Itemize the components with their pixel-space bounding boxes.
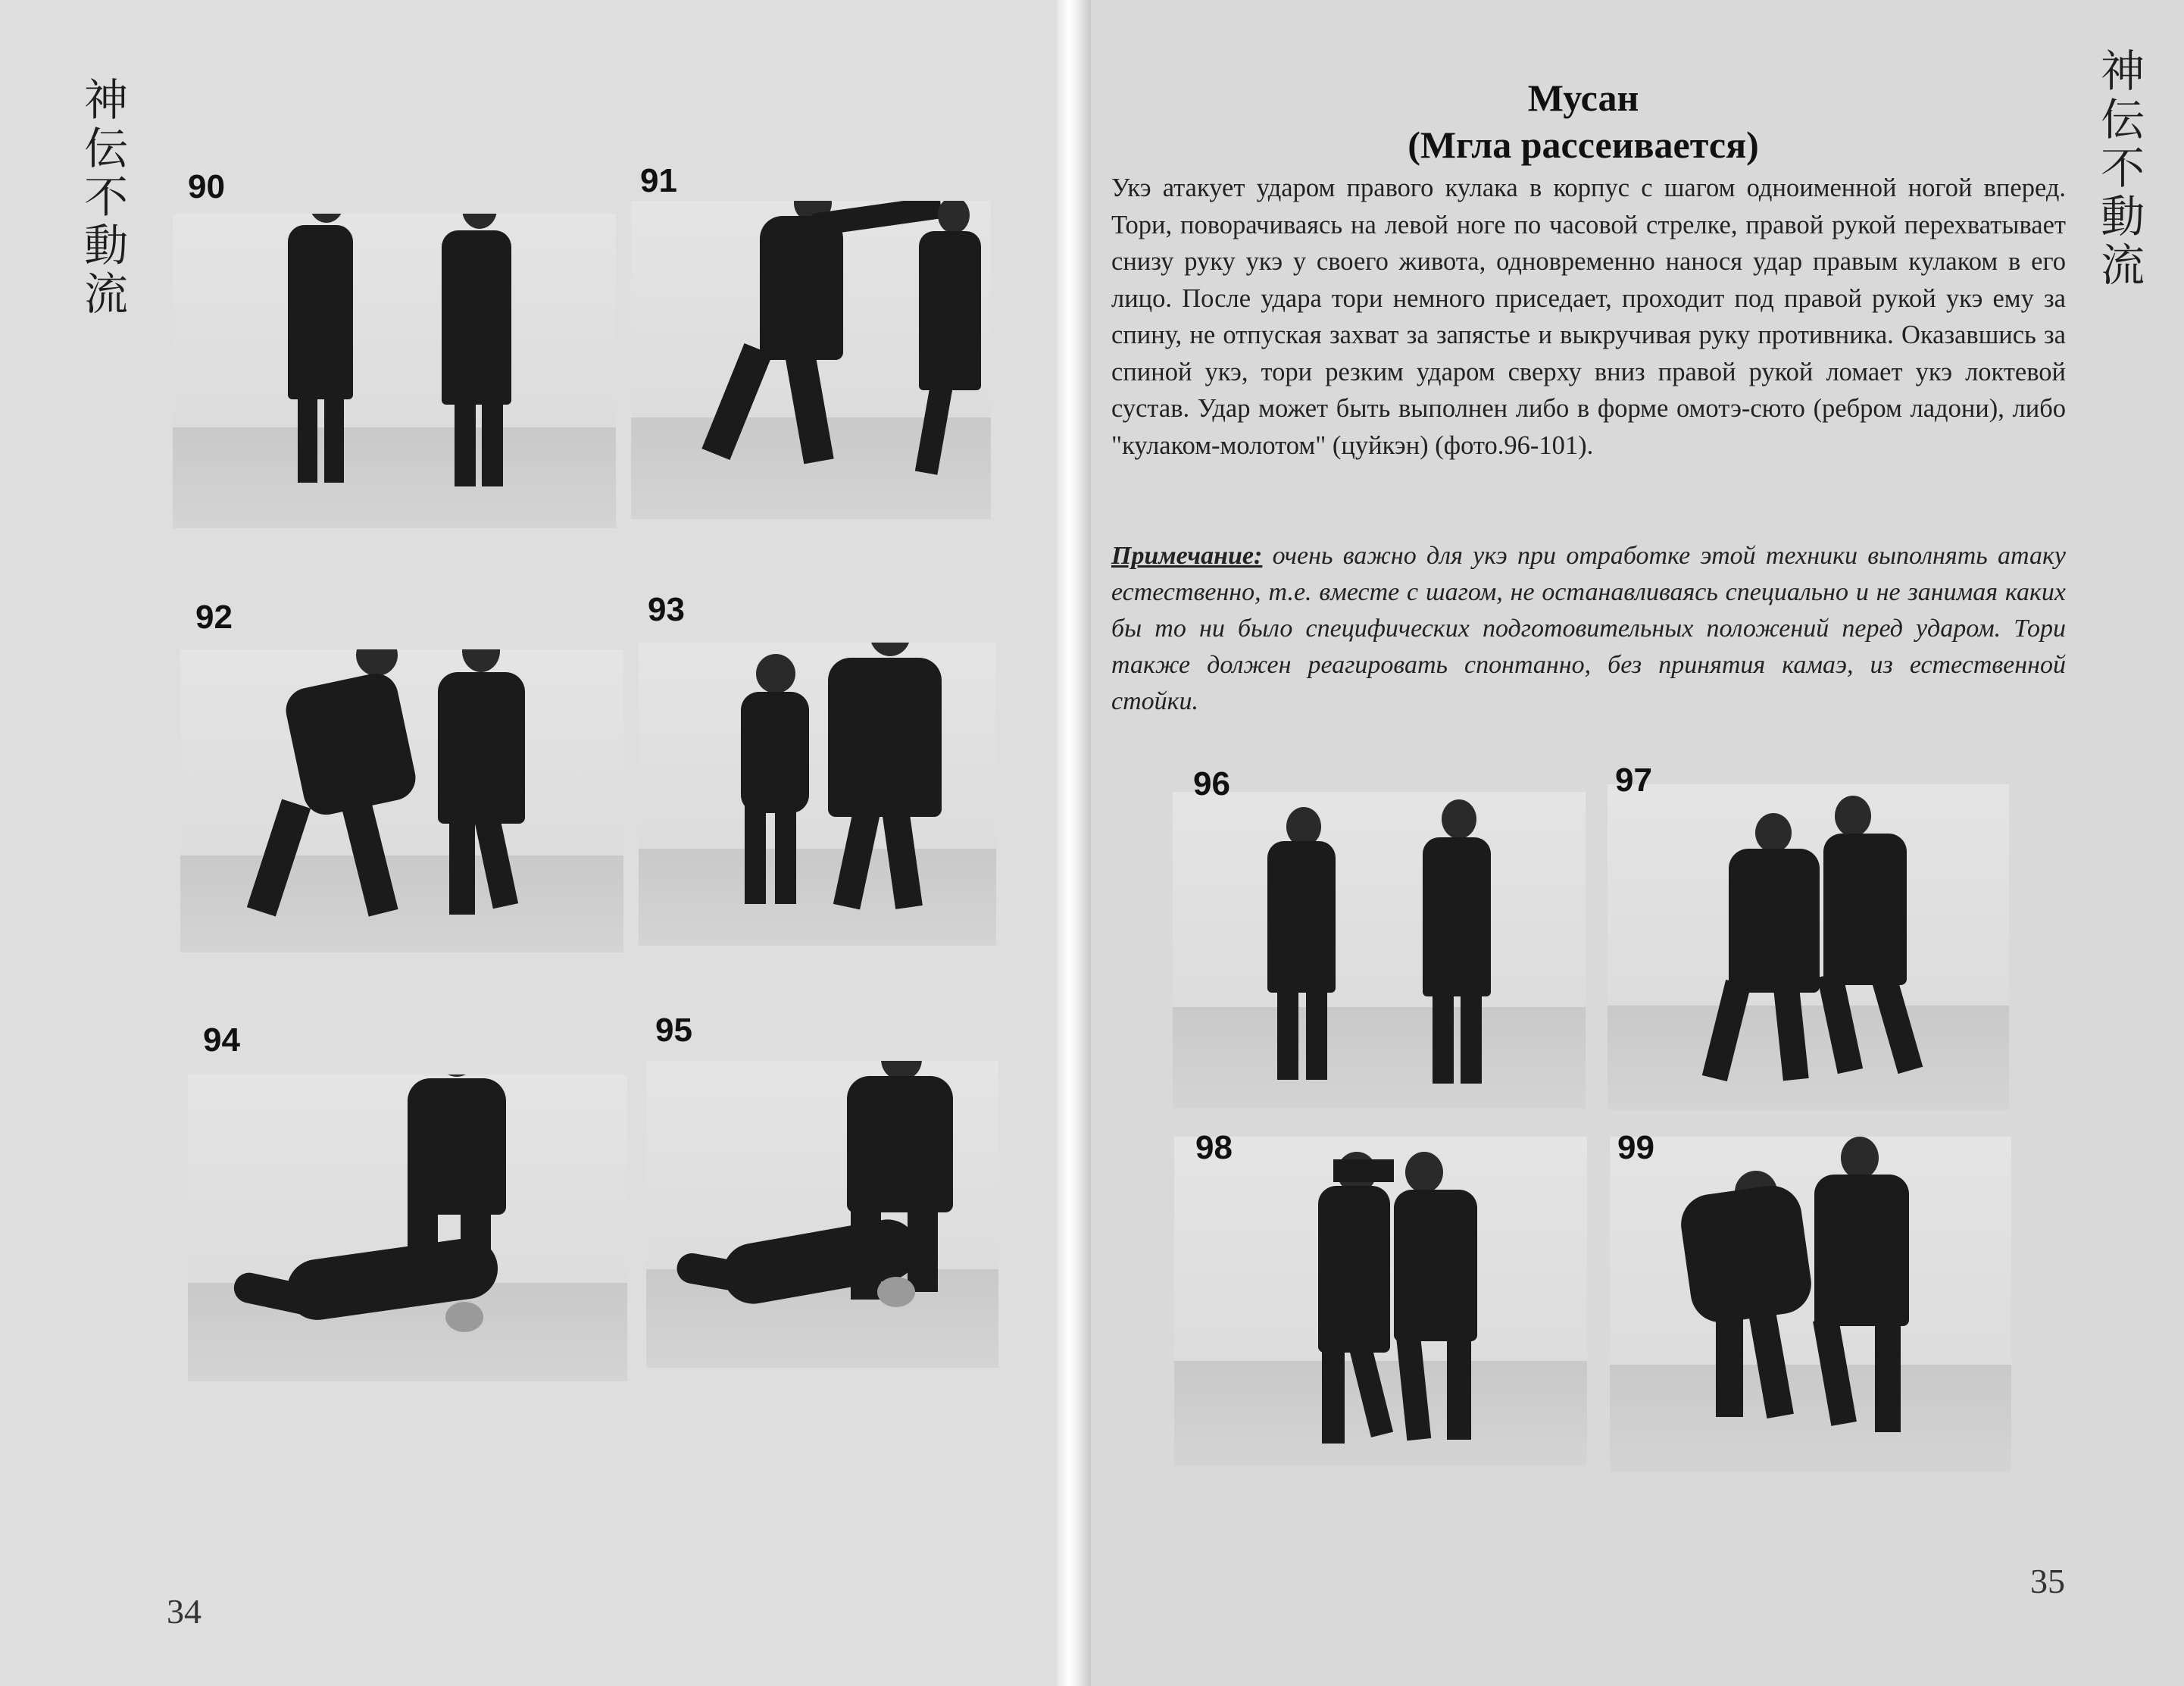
photo-number: 99 <box>1617 1129 1654 1166</box>
kanji-char: 流 <box>2100 239 2145 291</box>
kanji-column-right <box>2092 47 2153 289</box>
photo-95 <box>646 1061 998 1368</box>
kanji-char: 不 <box>83 171 128 223</box>
note-label: Примечание: <box>1111 542 1263 570</box>
kanji-char: 神 <box>83 74 128 126</box>
page-number-right: 35 <box>2030 1562 2065 1600</box>
photo-number: 91 <box>640 162 677 199</box>
kanji-char: 伝 <box>83 123 128 174</box>
photo-97 <box>1608 784 2009 1110</box>
kanji-char: 不 <box>2100 142 2145 194</box>
photo-91 <box>631 201 991 519</box>
page-title: Мусан <box>1527 77 1639 119</box>
page-subtitle: (Мгла рассеивается) <box>1408 124 1759 166</box>
photo-number: 90 <box>188 168 225 205</box>
photo-number: 96 <box>1193 765 1230 802</box>
technique-description: Укэ атакует ударом правого кулака в корпус с шагом одноименной ногой вперед. Тори, поворачиваясь на левой ноге по часовой стрелке, правой рукой перехватывает снизу руку укэ у своего живота, одновременно нанося удар правым кулаком в его лицо. После удара тори немного приседает, проходит под правой рукой укэ ему за спину, не отпуская захват за запястье и выкручивая руку противника. Оказавшись за спиной укэ, тори резким ударом сверху вниз правой рукой ломает укэ локтевой сустав. Удар может быть выполнен либо в форме омотэ-сюто (ребром ладони), либо "кулаком-молотом" (цуйкэн) (фото.96-101). <box>1111 174 2066 460</box>
kanji-char: 流 <box>83 268 128 320</box>
photo-number: 93 <box>648 591 685 628</box>
photo-99 <box>1610 1137 2011 1472</box>
kanji-char: 伝 <box>2100 94 2145 145</box>
page-number-left: 34 <box>167 1592 202 1631</box>
note-text: очень важно для укэ при отработке этой техники выполнять атаку естественно, т.е. вместе с шагом, не останавливаясь специально и не занимая каких бы то ни было специфических подготовительных положений перед ударом. Тори также должен реагировать спонтанно, без принятия камаэ, из естественной стойки. <box>1111 542 2067 715</box>
book-gutter <box>1057 0 1091 1686</box>
photo-number: 97 <box>1615 762 1652 799</box>
photo-number: 92 <box>195 599 233 636</box>
photo-92 <box>180 649 623 952</box>
photo-90 <box>173 214 616 528</box>
photo-96 <box>1173 792 1586 1109</box>
kanji-column-left <box>76 76 136 318</box>
note-paragraph <box>1111 538 2066 720</box>
kanji-char: 動 <box>83 220 128 271</box>
photo-93 <box>639 643 996 946</box>
photo-number: 95 <box>655 1012 692 1049</box>
kanji-char: 動 <box>2100 191 2145 242</box>
photo-number: 98 <box>1195 1129 1233 1166</box>
photo-98 <box>1174 1137 1587 1466</box>
photo-94 <box>188 1074 627 1381</box>
photo-number: 94 <box>203 1021 240 1059</box>
kanji-char: 神 <box>2100 45 2145 97</box>
